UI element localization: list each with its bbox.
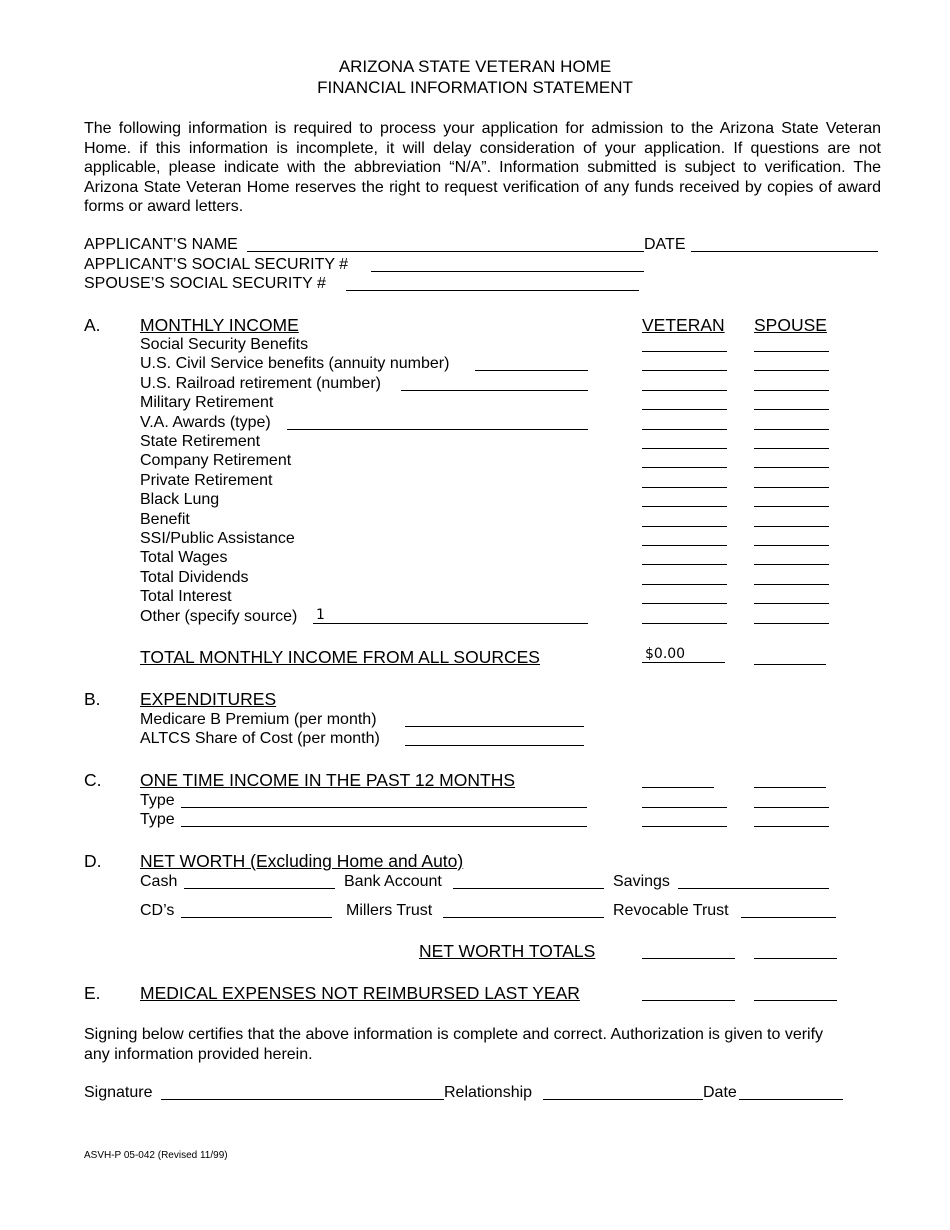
income-row-label: SSI/Public Assistance <box>140 530 295 547</box>
income-row-spouse-field[interactable] <box>754 335 829 352</box>
type-label: Type <box>140 792 175 809</box>
spouse-ssn-label: SPOUSE’S SOCIAL SECURITY # <box>84 275 326 292</box>
medicare-label: Medicare B Premium (per month) <box>140 711 377 728</box>
applicant-name-label: APPLICANT’S NAME <box>84 236 238 253</box>
income-row-veteran-field[interactable] <box>642 374 727 391</box>
income-row-label: Benefit <box>140 510 190 528</box>
income-row-veteran-field[interactable] <box>642 335 727 352</box>
income-row-veteran-field[interactable] <box>642 607 727 624</box>
income-row-veteran-field[interactable] <box>642 413 727 430</box>
certification-text: Signing below certifies that the above information is complete and correct. Authorization is given to verify any information provided herein. <box>84 1026 824 1063</box>
income-row-label: Total Wages <box>140 549 228 567</box>
income-row-label: U.S. Civil Service benefits (annuity number) <box>140 355 450 373</box>
income-row-label: Total Interest <box>140 588 232 606</box>
income-row-veteran-field[interactable] <box>642 471 727 488</box>
income-row-veteran-field[interactable] <box>642 510 727 527</box>
section-b-letter: B. <box>84 689 101 709</box>
income-row-spouse-field[interactable] <box>754 354 829 371</box>
income-row-spouse-field[interactable] <box>754 510 829 527</box>
income-row-veteran-field[interactable] <box>642 529 727 546</box>
section-a-letter: A. <box>84 315 101 335</box>
applicant-ssn-field[interactable] <box>371 255 644 272</box>
section-e-letter: E. <box>84 983 101 1003</box>
bank-account-label: Bank Account <box>344 873 442 890</box>
expenditures-heading: EXPENDITURES <box>140 689 277 709</box>
revocable-trust-label: Revocable Trust <box>613 902 729 919</box>
section-d-letter: D. <box>84 851 102 871</box>
millers-trust-label: Millers Trust <box>346 902 433 919</box>
cash-field[interactable] <box>184 872 335 889</box>
sign-date-field[interactable] <box>739 1083 843 1100</box>
savings-label: Savings <box>613 873 670 890</box>
monthly-income-heading: MONTHLY INCOME <box>140 315 299 335</box>
type-field-1[interactable] <box>181 791 587 808</box>
spouse-column-header: SPOUSE <box>754 315 827 335</box>
income-row-veteran-field[interactable] <box>642 393 727 410</box>
income-row-spouse-field[interactable] <box>754 432 829 449</box>
applicant-ssn-label: APPLICANT’S SOCIAL SECURITY # <box>84 256 349 273</box>
income-row-veteran-field[interactable] <box>642 451 727 468</box>
income-row-spouse-field[interactable] <box>754 568 829 585</box>
medical-veteran-field[interactable] <box>642 984 735 1001</box>
income-row-label: Total Dividends <box>140 568 249 586</box>
income-row-spouse-field[interactable] <box>754 587 829 604</box>
income-row-detail-field[interactable] <box>287 413 588 430</box>
total-monthly-income-label: TOTAL MONTHLY INCOME FROM ALL SOURCES <box>140 647 540 667</box>
date-label: DATE <box>644 236 686 253</box>
income-row-label: Black Lung <box>140 491 220 509</box>
income-row-label: State Retirement <box>140 433 261 450</box>
income-row-label: Military Retirement <box>140 394 274 412</box>
income-row-spouse-field[interactable] <box>754 607 829 624</box>
type1-veteran-field[interactable] <box>642 791 727 808</box>
applicant-name-field[interactable] <box>247 235 644 252</box>
form-number: ASVH-P 05-042 (Revised 11/99) <box>84 1150 228 1161</box>
section-c-letter: C. <box>84 770 102 790</box>
sign-date-label: Date <box>703 1084 737 1101</box>
income-row-spouse-field[interactable] <box>754 529 829 546</box>
income-row-spouse-field[interactable] <box>754 393 829 410</box>
income-row-spouse-field[interactable] <box>754 490 829 507</box>
income-row-detail-field[interactable]: 1 <box>313 607 588 624</box>
income-row-label: U.S. Railroad retirement (number) <box>140 374 381 392</box>
one-time-income-heading: ONE TIME INCOME IN THE PAST 12 MONTHS <box>140 770 516 790</box>
income-row-detail-field[interactable] <box>401 374 588 391</box>
income-row-veteran-field[interactable] <box>642 354 727 371</box>
savings-field[interactable] <box>678 872 829 889</box>
income-row-spouse-field[interactable] <box>754 548 829 565</box>
type-field-2[interactable] <box>181 810 587 827</box>
income-row-veteran-field[interactable] <box>642 432 727 449</box>
income-row-label: Company Retirement <box>140 452 292 470</box>
type2-veteran-field[interactable] <box>642 810 727 827</box>
medical-spouse-field[interactable] <box>754 984 837 1001</box>
income-row-label: Social Security Benefits <box>140 336 309 353</box>
bank-account-field[interactable] <box>453 872 604 889</box>
income-row-veteran-field[interactable] <box>642 587 727 604</box>
total-spouse-field[interactable] <box>754 648 826 665</box>
spouse-ssn-field[interactable] <box>346 274 639 291</box>
income-row-label: V.A. Awards (type) <box>140 413 271 431</box>
altcs-field[interactable] <box>405 729 584 746</box>
millers-trust-field[interactable] <box>443 901 604 918</box>
income-row-spouse-field[interactable] <box>754 471 829 488</box>
income-row-label: Other (specify source) <box>140 607 298 625</box>
relationship-field[interactable] <box>543 1083 703 1100</box>
income-row-veteran-field[interactable] <box>642 548 727 565</box>
income-row-spouse-field[interactable] <box>754 413 829 430</box>
net-worth-heading: NET WORTH (Excluding Home and Auto) <box>140 851 464 871</box>
medicare-field[interactable] <box>405 710 584 727</box>
type1-spouse-field[interactable] <box>754 791 829 808</box>
net-worth-spouse-field[interactable] <box>754 942 837 959</box>
income-row-veteran-field[interactable] <box>642 490 727 507</box>
income-row-label: Private Retirement <box>140 471 273 489</box>
net-worth-veteran-field[interactable] <box>642 942 735 959</box>
intro-text: The following information is required to process your application for admission to the Arizona State Veteran Home. if this information is incomplete, it will delay consideration of your application. If questions are not applicable, please indicate with the abbreviation “N/A”. Information submitted is subject to verification. The Arizona State Veteran Home reserves the right to request verification of any funds received by copies of award forms or award letters. <box>84 120 881 215</box>
form-title: ARIZONA STATE VETERAN HOME <box>338 57 612 76</box>
signature-field[interactable] <box>161 1083 444 1100</box>
net-worth-totals-label: NET WORTH TOTALS <box>419 941 596 961</box>
date-field[interactable] <box>691 235 878 252</box>
income-row-spouse-field[interactable] <box>754 374 829 391</box>
total-veteran-field[interactable]: $0.00 <box>642 646 725 663</box>
type2-spouse-field[interactable] <box>754 810 829 827</box>
veteran-column-header: VETERAN <box>642 315 725 335</box>
cds-label: CD’s <box>140 902 175 919</box>
income-row-spouse-field[interactable] <box>754 451 829 468</box>
relationship-label: Relationship <box>444 1084 533 1101</box>
revocable-trust-field[interactable] <box>741 901 836 918</box>
cash-label: Cash <box>140 873 178 890</box>
signature-label: Signature <box>84 1084 153 1101</box>
one-time-veteran-field[interactable] <box>642 771 714 788</box>
cds-field[interactable] <box>181 901 332 918</box>
income-row-detail-field[interactable] <box>475 354 588 371</box>
form-subtitle: FINANCIAL INFORMATION STATEMENT <box>317 78 633 97</box>
income-row-veteran-field[interactable] <box>642 568 727 585</box>
medical-expenses-heading: MEDICAL EXPENSES NOT REIMBURSED LAST YEAR <box>140 983 580 1003</box>
type-label: Type <box>140 811 175 828</box>
altcs-label: ALTCS Share of Cost (per month) <box>140 730 380 747</box>
one-time-spouse-field[interactable] <box>754 771 826 788</box>
